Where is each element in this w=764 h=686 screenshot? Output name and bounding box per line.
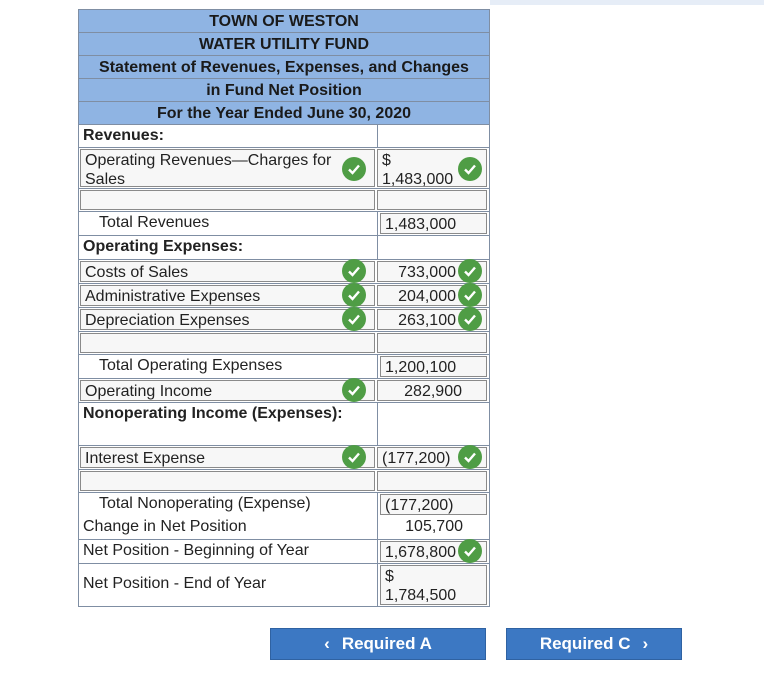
- change-net-position-label: Change in Net Position: [79, 516, 378, 539]
- row-operating-expenses: [79, 235, 489, 259]
- operating-revenues-input[interactable]: [377, 149, 487, 187]
- total-revenues-input[interactable]: 1,483,000: [380, 213, 487, 234]
- row-change-net-position: [79, 516, 489, 539]
- correct-check-icon: [458, 157, 482, 181]
- top-accent-bar: [490, 0, 764, 5]
- correct-check-icon: [342, 259, 366, 283]
- row-admin-expenses: [79, 283, 489, 307]
- correct-check-icon: [458, 539, 482, 563]
- correct-check-icon: [342, 157, 366, 181]
- correct-check-icon: [342, 378, 366, 402]
- correct-check-icon: [458, 307, 482, 331]
- admin-expenses-input[interactable]: [377, 285, 487, 306]
- row-costs-of-sales: [79, 259, 489, 283]
- next-required-c-button[interactable]: [506, 628, 682, 660]
- correct-check-icon: [342, 307, 366, 331]
- dollar-sign: $: [382, 152, 391, 169]
- depreciation-expenses-input[interactable]: [377, 309, 487, 330]
- row-total-nonoperating: [79, 492, 489, 516]
- correct-check-icon: [342, 283, 366, 307]
- correct-check-icon: [458, 259, 482, 283]
- row-blank: [79, 331, 489, 354]
- costs-of-sales-value: 733,000: [398, 264, 456, 281]
- interest-expense-select[interactable]: [80, 447, 375, 468]
- net-position-begin-label: Net Position - Beginning of Year: [79, 540, 378, 563]
- change-net-position-value: 105,700: [405, 518, 463, 535]
- revenues-label: Revenues:: [79, 125, 378, 147]
- header-net-position: in Fund Net Position: [79, 79, 489, 102]
- statement-grid: [78, 125, 490, 607]
- row-interest-expense: [79, 445, 489, 469]
- header-fund: WATER UTILITY FUND: [79, 33, 489, 56]
- row-total-revenues: [79, 211, 489, 235]
- row-net-position-end: [79, 563, 489, 606]
- total-operating-expenses-input[interactable]: 1,200,100: [380, 356, 487, 377]
- statement-header: [78, 9, 490, 125]
- depreciation-expenses-select[interactable]: [80, 309, 375, 330]
- operating-expenses-label: Operating Expenses:: [79, 236, 378, 259]
- prev-button-label: Required A: [341, 634, 432, 653]
- net-position-end-label: Net Position - End of Year: [79, 564, 378, 606]
- row-total-operating-expenses: [79, 354, 489, 378]
- depreciation-expenses-value: 263,100: [398, 312, 456, 329]
- operating-revenues-label: Operating Revenues—Charges for Sales: [85, 152, 332, 188]
- header-period: For the Year Ended June 30, 2020: [79, 102, 489, 125]
- total-nonoperating-input[interactable]: (177,200): [380, 494, 487, 515]
- net-position-end-input[interactable]: [380, 565, 487, 605]
- correct-check-icon: [458, 283, 482, 307]
- blank-select[interactable]: [80, 333, 375, 353]
- total-operating-expenses-label: Total Operating Expenses: [79, 355, 378, 378]
- correct-check-icon: [458, 445, 482, 469]
- chevron-right-icon: ›: [642, 634, 649, 653]
- next-button-label: Required C: [539, 634, 631, 653]
- chevron-left-icon: ‹: [324, 634, 330, 653]
- operating-income-select[interactable]: [80, 380, 375, 401]
- interest-expense-label: Interest Expense: [85, 450, 206, 467]
- net-position-begin-value: 1,678,800: [384, 544, 456, 561]
- row-blank: [79, 188, 489, 211]
- row-revenues: [79, 125, 489, 147]
- total-revenues-label: Total Revenues: [79, 212, 378, 235]
- header-statement: Statement of Revenues, Expenses, and Changes: [79, 56, 489, 79]
- row-net-position-begin: [79, 539, 489, 563]
- interest-expense-value: (177,200): [382, 450, 451, 467]
- total-nonoperating-label: Total Nonoperating (Expense): [79, 493, 378, 516]
- row-depreciation-expenses: [79, 307, 489, 331]
- operating-revenues-value: 1,483,000: [382, 171, 454, 188]
- blank-input[interactable]: [377, 190, 487, 210]
- row-blank: [79, 469, 489, 492]
- dollar-sign: $: [385, 568, 394, 585]
- blank-select[interactable]: [80, 190, 375, 210]
- blank-input[interactable]: [377, 471, 487, 491]
- admin-expenses-select[interactable]: [80, 285, 375, 306]
- nonoperating-label: Nonoperating Income (Expenses):: [79, 403, 378, 445]
- operating-income-label: Operating Income: [85, 383, 213, 400]
- operating-income-input[interactable]: 282,900: [377, 380, 487, 401]
- header-town: TOWN OF WESTON: [79, 10, 489, 33]
- net-position-end-value: 1,784,500: [385, 587, 457, 604]
- financial-statement: [78, 9, 490, 607]
- correct-check-icon: [342, 445, 366, 469]
- row-operating-income: [79, 378, 489, 402]
- costs-of-sales-label: Costs of Sales: [85, 264, 189, 281]
- interest-expense-input[interactable]: [377, 447, 487, 468]
- blank-input[interactable]: [377, 333, 487, 353]
- prev-required-a-button[interactable]: [270, 628, 486, 660]
- row-nonoperating: [79, 402, 489, 445]
- costs-of-sales-input[interactable]: [377, 261, 487, 282]
- blank-select[interactable]: [80, 471, 375, 491]
- net-position-begin-input[interactable]: [380, 541, 487, 562]
- depreciation-expenses-label: Depreciation Expenses: [85, 312, 250, 329]
- admin-expenses-label: Administrative Expenses: [85, 288, 261, 305]
- operating-revenues-select[interactable]: [80, 149, 375, 187]
- row-operating-revenues: [79, 147, 489, 188]
- admin-expenses-value: 204,000: [398, 288, 456, 305]
- costs-of-sales-select[interactable]: [80, 261, 375, 282]
